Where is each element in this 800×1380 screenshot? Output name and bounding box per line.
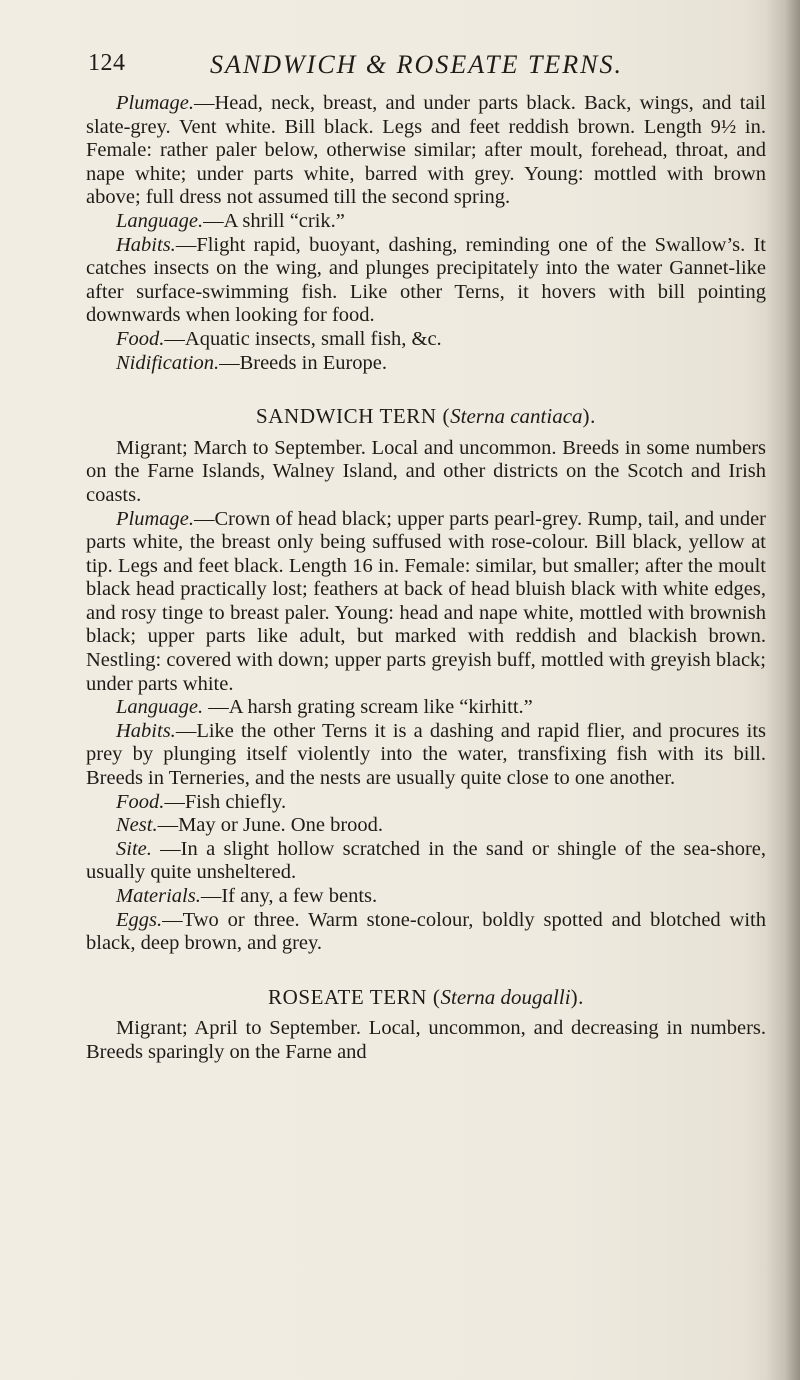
text-nidification: —Breeds in Europe. xyxy=(219,351,388,374)
label-language: Language. xyxy=(116,696,204,719)
text-habits: —Flight rapid, buoyant, dashing, reminding one of the Swallow’s. It catches insects on the wing, and plunges precipitately into the water Gannet-like after surface-swimming fish. Like other Terns, it hovers with bill pointing downwards when looking for food. xyxy=(86,233,766,327)
page-header xyxy=(88,48,788,88)
label-food: Food. xyxy=(116,327,165,350)
paragraph-language xyxy=(86,696,766,720)
paragraph-plumage xyxy=(86,508,766,697)
running-head: SANDWICH & ROSEATE TERNS. xyxy=(210,50,624,79)
paragraph-food xyxy=(86,791,766,815)
section-heading-sandwich-tern xyxy=(86,405,766,429)
paragraph-intro: Migrant; March to September. Local and uncommon. Breeds in some numbers on the Farne Islands, Walney Island, and other districts on the Scotch and Irish coasts. xyxy=(86,436,766,506)
page-edge-shadow xyxy=(766,0,800,1380)
paragraph-materials xyxy=(86,885,766,909)
label-language: Language. xyxy=(116,209,204,232)
heading-scientific-name: Sterna dougalli xyxy=(440,984,571,1009)
paragraph-nidification xyxy=(86,352,766,376)
heading-name: ROSEATE TERN ( xyxy=(267,984,441,1009)
paragraph-habits xyxy=(86,234,766,328)
text-site: —In a slight hollow scratched in the sand or shingle of the sea-shore, usually quite unsheltered. xyxy=(86,837,766,884)
paragraph-habits xyxy=(86,720,766,791)
paragraph-site xyxy=(86,838,766,885)
label-plumage: Plumage. xyxy=(116,507,194,530)
label-habits: Habits. xyxy=(116,233,176,256)
text-plumage: —Head, neck, breast, and under parts black. Back, wings, and tail slate-grey. Vent white. Bill black. Legs and feet reddish brown. Length 9½ in. Female: rather paler below, otherwise similar; after moult, forehead, throat, and nape white; under parts white, barred with grey. Young: mottled with brown above; full dress not assumed till the second spring. xyxy=(86,92,766,209)
text-language: —A harsh grating scream like “kirhitt.” xyxy=(203,696,533,719)
heading-name: SANDWICH TERN ( xyxy=(256,404,451,429)
paragraph-language xyxy=(86,210,766,234)
label-eggs: Eggs. xyxy=(116,908,163,931)
text-language: —A shrill “crik.” xyxy=(203,209,345,232)
text-eggs: —Two or three. Warm stone-colour, boldly spotted and blotched with black, deep brown, and grey. xyxy=(86,908,766,955)
page-number: 124 xyxy=(88,50,126,76)
label-materials: Materials. xyxy=(116,885,201,907)
heading-scientific-name: Sterna cantiaca xyxy=(450,404,583,429)
text-food: —Fish chiefly. xyxy=(164,790,287,813)
paragraph-intro: Migrant; April to September. Local, uncommon, and decreasing in numbers. Breeds sparingly on the Farne and xyxy=(86,1017,766,1063)
text-food: —Aquatic insects, small fish, &c. xyxy=(164,327,442,350)
paragraph-eggs xyxy=(86,909,766,956)
heading-close: ). xyxy=(582,404,596,429)
heading-close: ). xyxy=(570,984,585,1009)
label-nidification: Nidification. xyxy=(116,351,220,374)
label-site: Site. xyxy=(116,837,152,860)
paragraph-plumage xyxy=(86,92,766,210)
section-heading-roseate-tern xyxy=(86,986,766,1010)
label-plumage: Plumage. xyxy=(116,92,194,114)
label-food: Food. xyxy=(116,790,165,813)
paragraph-food xyxy=(86,328,766,352)
text-habits: —Like the other Terns it is a dashing and rapid flier, and procures its prey by plunging itself violently into the water, transfixing fish with its bill. Breeds in Terneries, and the nests are usually quite close to one another. xyxy=(86,719,766,790)
text-nest: —May or June. One brood. xyxy=(157,814,384,837)
label-habits: Habits. xyxy=(116,719,176,742)
label-nest: Nest. xyxy=(116,814,158,837)
text-materials: —If any, a few bents. xyxy=(200,885,378,907)
page-body xyxy=(86,92,766,1065)
text-plumage: —Crown of head black; upper parts pearl-grey. Rump, tail, and under parts white, the breast only being suffused with rose-colour. Bill black, yellow at tip. Legs and feet black. Length 16 in. Female: similar, but smaller; after the moult black head practically lost; feathers at back of head bluish black with white edges, and rosy tinge to breast paler. Young: head and nape white, mottled with brownish black; upper parts like adult, but marked with reddish and blackish brown. Nestling: covered with down; upper parts greyish buff, mottled with greyish black; under parts white. xyxy=(86,507,766,695)
paragraph-nest xyxy=(86,814,766,838)
